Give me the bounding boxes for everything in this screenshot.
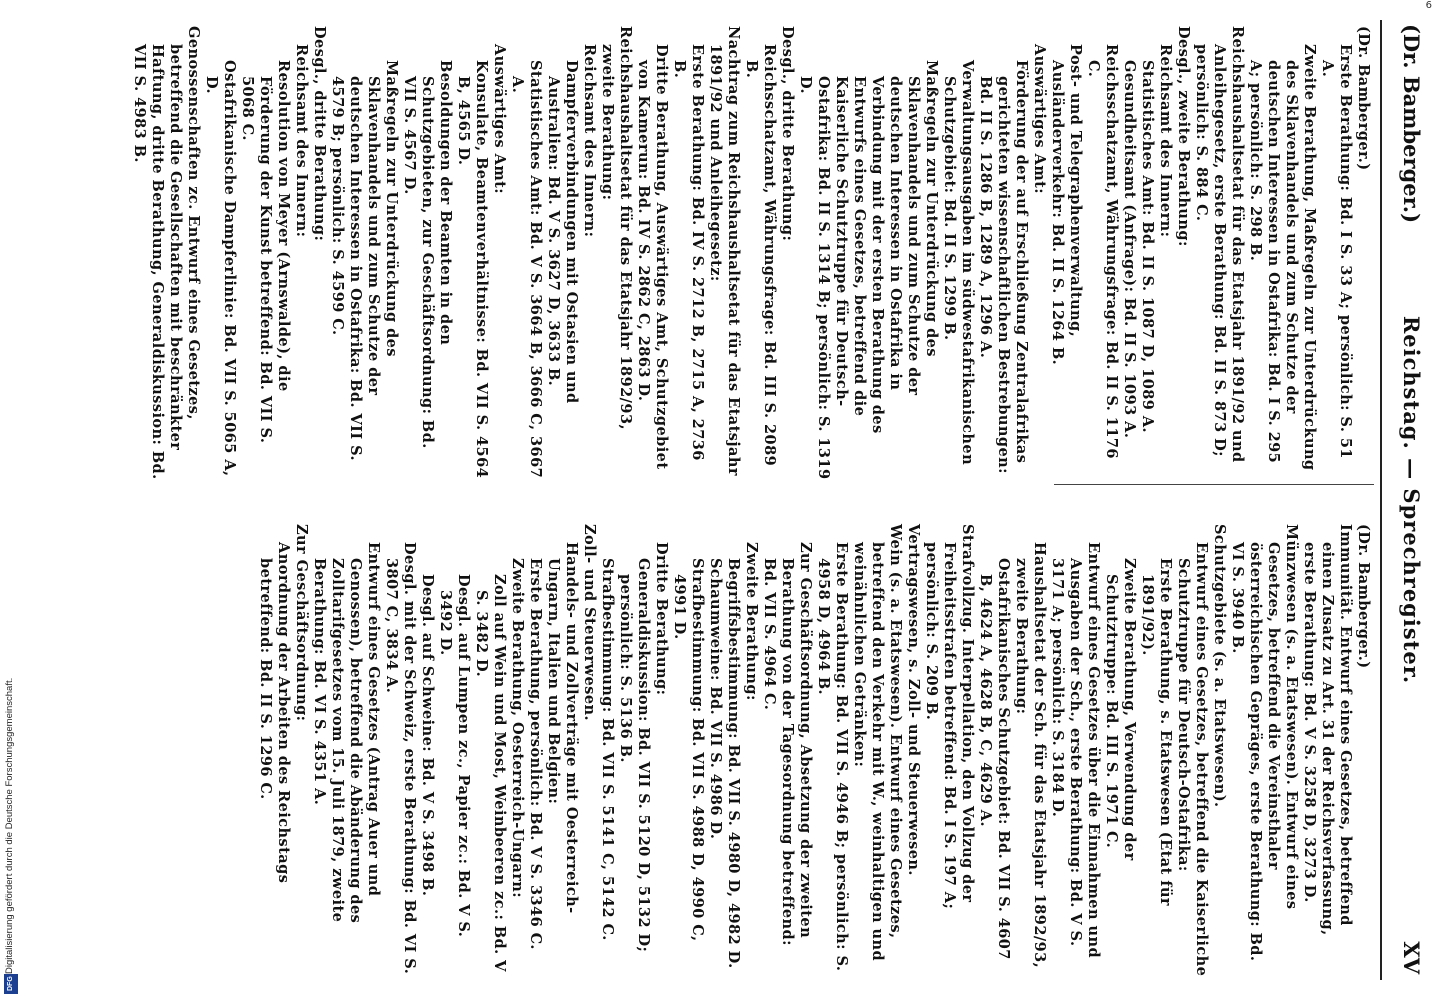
page-header <box>1394 0 1424 1000</box>
register-entry: Entwurf eines Gesetzes (Antrag Auer und Genossen), betreffend die Abänderung des Zolltarifgesetzes vom 15. Juli 1879, zweite Berathung: Bd. VI S. 4351 A. <box>311 542 382 924</box>
register-entry: Reichsschatzamt, Währungsfrage: Bd. II S. 1176 C. <box>1085 44 1120 459</box>
register-entry: Generaldiskussion: Bd. VII S. 5120 D, 5132 D; persönlich: S. 5136 B. <box>617 558 652 953</box>
register-entry: Schutzgebiete (s. a. Etatswesen). <box>1211 524 1228 808</box>
register-entry: Desgl. auf Lumpen zc., Papier zc.: Bd. V S. 3492 D. <box>437 574 472 938</box>
register-entry: Zoll- und Steuerwesen. <box>581 524 598 721</box>
register-entry: Genossenschaften zc. Entwurf eines Gesetzes, betreffend die Gesellschaften mit beschränkter Haftung, dritte Berathung, Generaldiskussion: Bd. VII S. 4983 B. <box>131 26 202 480</box>
footer-strip <box>2 0 20 1000</box>
register-entry: Förderung der auf Erschließung Zentralafrikas gerichteten wissenschaftlichen Bestrebungen: Bd. II S. 1286 B, 1289 A, 1296 A. <box>977 60 1030 474</box>
register-entry: Erste Berathung, persönlich: Bd. V S. 3346 C. <box>527 558 544 950</box>
register-entry: Maßregeln zur Unterdrückung des Sklavenhandels und zum Schutze der deutschen Interessen in Ostafrika: Bd. VII S. 4579 B; persönlich: S. 4599 C. <box>329 60 400 462</box>
register-entry: Entwurf eines Gesetzes, betreffend die Kaiserliche Schutztruppe für Deutsch-Ostafrika: <box>1175 542 1210 977</box>
register-entry: Wein (s. a. Etatswesen). Entwurf eines Gesetzes, betreffend den Verkehr mit W., weinhaltigen und weinähnlichen Getränken: <box>851 524 904 962</box>
register-entry: Ostafrikanisches Schutzgebiet: Bd. VII S. 4607 B, 4624 A, 4628 B, C, 4629 A. <box>977 558 1012 960</box>
register-entry: Entwurf eines Gesetzes über die Einnahmen und Ausgaben der Sch., erste Berathung: Bd. V S. 3171 A; persönlich: S. 3184 D. <box>1049 542 1102 959</box>
register-entry: Besoldungen der Beamten in den Schutzgebieten, zur Geschäftsordnung: Bd. VII S. 4567 D. <box>401 60 454 449</box>
register-entry: Reichsamt des Innern: <box>581 44 598 238</box>
register-entry: Erste Berathung: Bd. IV S. 2712 B, 2715 A, 2736 B. <box>671 44 706 461</box>
register-entry: Zoll auf Wein und Most, Weinbeeren zc.: Bd. V S. 3482 D. <box>473 574 508 972</box>
register-entry: Statistisches Amt: Bd. II S. 1087 D, 1089 A. <box>1139 60 1156 434</box>
register-entry: Zweite Berathung, Verwendung der Schutztruppe: Bd. III S. 1971 C. <box>1103 558 1138 861</box>
register-entry: Immunität. Entwurf eines Gesetzes, betreffend einen Zusatz zu Art. 31 der Reichsverfassung, erste Berathung: Bd. V S. 3258 D, 3273 D. <box>1301 524 1354 936</box>
register-entry: Strafbestimmung: Bd. VII S. 5141 C, 5142 C. <box>599 558 616 941</box>
register-entry: Desgl., dritte Berathung: <box>311 26 328 242</box>
register-entry: Reichshaushaltsetat für das Etatsjahr 1891/92 und Anleihegesetz, erste Berathung: Bd. II S. 873 D; persönlich: S. 884 C. <box>1193 26 1246 463</box>
register-entry: Zur Geschäftsordnung: <box>293 524 310 722</box>
register-entry: Resolution von Meyer (Arnswalde), die Förderung der Kunst betreffend: Bd. VII S. 5068 C. <box>239 60 292 444</box>
header-rule <box>1380 20 1382 980</box>
register-entry: Statistisches Amt: Bd. V S. 3664 B, 3666 C, 3667 A. <box>509 60 544 479</box>
register-entry: Zweite Berathung: <box>743 542 760 701</box>
register-entry: Erste Berathung, s. Etatswesen (Etat für 1891/92). <box>1139 558 1174 907</box>
register-entry: Dritte Berathung: <box>653 542 670 696</box>
register-entry: Münzwesen (s. a. Etatswesen). Entwurf eines Gesetzes, betreffend die Vereinsthaler österreichischen Gepräges, erste Berathung: Bd. VI S. 3940 B. <box>1229 524 1300 962</box>
register-entry: Handels- und Zollverträge mit Oesterreich-Ungarn, Italien und Belgien: <box>545 542 580 914</box>
right-column <box>256 524 1372 978</box>
register-entry: Zur Geschäftsordnung, Absetzung der zweiten Berathung von der Tagesordnung betreffend: Bd. VII S. 4964 C. <box>761 542 814 946</box>
column-divider <box>1054 484 1374 485</box>
register-entry: Desgl., dritte Berathung: <box>779 26 796 242</box>
register-entry: Zweite Berathung, Maßregeln zur Unterdrückung des Sklavenhandels und zum Schutze der deutschen Interessen in Ostafrika: Bd. I S. 295 A; persönlich: S. 298 B. <box>1247 44 1318 471</box>
header-title: Reichstag. — Sprechregister. <box>1399 315 1424 685</box>
register-entry: Schaumweine: Bd. VII S. 4986 D. <box>707 558 724 840</box>
register-entry: Erste Berathung: Bd. VII S. 4946 B; persönlich: S. 4958 D, 4964 B. <box>815 542 850 972</box>
corner-mark: 6 <box>1425 0 1432 11</box>
register-entry: Desgl. mit der Schweiz, erste Berathung: Bd. VI S. 3807 C, 3834 A. <box>383 542 418 975</box>
funding-credit: Digitalisierung gefördert durch die Deutsche Forschungsgemeinschaft. <box>4 677 15 974</box>
dfg-logo: DFG <box>4 974 18 994</box>
register-entry: Ostafrikanische Dampferlinie: Bd. VII S. 5065 A, D. <box>203 60 238 477</box>
register-entry: Strafvollzug. Interpellation, den Vollzug der Freiheitsstrafen betreffend: Bd. I S. 197 A; persönlich: S. 209 B. <box>923 524 976 910</box>
register-entry: Post- und Telegraphenverwaltung, Ausländerverkehr: Bd. II S. 1264 B. <box>1049 44 1084 366</box>
register-entry: Begriffsbestimmung: Bd. VII S. 4980 D, 4982 D. <box>725 558 742 969</box>
register-entry: Reichsschatzamt, Währungsfrage: Bd. III S. 2089 B. <box>743 44 778 467</box>
register-entry: (Dr. Bamberger.) <box>1355 524 1372 669</box>
register-entry: Anordnung der Arbeiten des Reichstags betreffend: Bd. II S. 1296 C. <box>257 542 292 884</box>
register-entry: Dampferverbindungen mit Ostasien und Australien: Bd. V S. 3627 D, 3633 B. <box>545 60 580 404</box>
register-entry: Gesundheitsamt (Anfrage): Bd. II S. 1093 A. <box>1121 60 1138 439</box>
register-entry: Reichsamt des Innern: <box>1157 44 1174 238</box>
page-number: XV <box>1399 941 1424 974</box>
left-column <box>130 26 1372 480</box>
register-entry: Strafbestimmung: Bd. VII S. 4988 D, 4990 C, 4991 D. <box>671 558 706 942</box>
register-entry: Zweite Berathung, Oesterreich-Ungarn: <box>509 558 526 899</box>
register-entry: Auswärtiges Amt: <box>1031 44 1048 195</box>
register-entry: Desgl., zweite Berathung: <box>1175 26 1192 247</box>
register-entry: Auswärtiges Amt: <box>491 44 508 195</box>
register-entry: Desgl. auf Schweine: Bd. V S. 3498 B. <box>419 574 436 897</box>
header-left: (Dr. Bamberger.) <box>1399 24 1424 224</box>
register-entry: Reichsamt des Innern: <box>293 44 310 238</box>
register-entry: (Dr. Bamberger.) <box>1355 26 1372 171</box>
rotated-page <box>38 0 1436 1000</box>
register-entry: Erste Berathung: Bd. I S. 33 A; persönlich: S. 51 A. <box>1319 44 1354 459</box>
register-entry: Nachtrag zum Reichshaushaltsetat für das Etatsjahr 1891/92 und Anleihegesetz: <box>707 26 742 476</box>
register-entry: Konsulate, Beamtenverhältnisse: Bd. VII S. 4564 B, 4565 D. <box>455 60 490 479</box>
register-entry: Dritte Berathung, Auswärtiges Amt, Schutzgebiet von Kamerun: Bd. IV S. 2862 C, 2863 D. <box>635 44 670 470</box>
register-entry: Haushaltsetat der Sch. für das Etatsjahr 1892/93, zweite Berathung: <box>1013 542 1048 969</box>
register-entry: Maßregeln zur Unterdrückung des Sklavenhandels und zum Schutze der deutschen Interessen in Ostafrika in Verbindung mit der ersten Berathung des Entwurfs eines Gesetzes, betreffend die Kaiserliche Schutztruppe für Deutsch-Ostafrika: Bd. II S. 1314 B; persönlich: S. 1319 D. <box>797 60 940 480</box>
register-entry: Vertragswesen, s. Zoll- und Steuerwesen. <box>905 524 922 876</box>
register-entry: Verwaltungsausgaben im südwestafrikanischen Schutzgebiet: Bd. II S. 1299 B. <box>941 60 976 466</box>
register-entry: Reichshaushaltsetat für das Etatsjahr 1892/93, zweite Berathung: <box>599 26 634 431</box>
